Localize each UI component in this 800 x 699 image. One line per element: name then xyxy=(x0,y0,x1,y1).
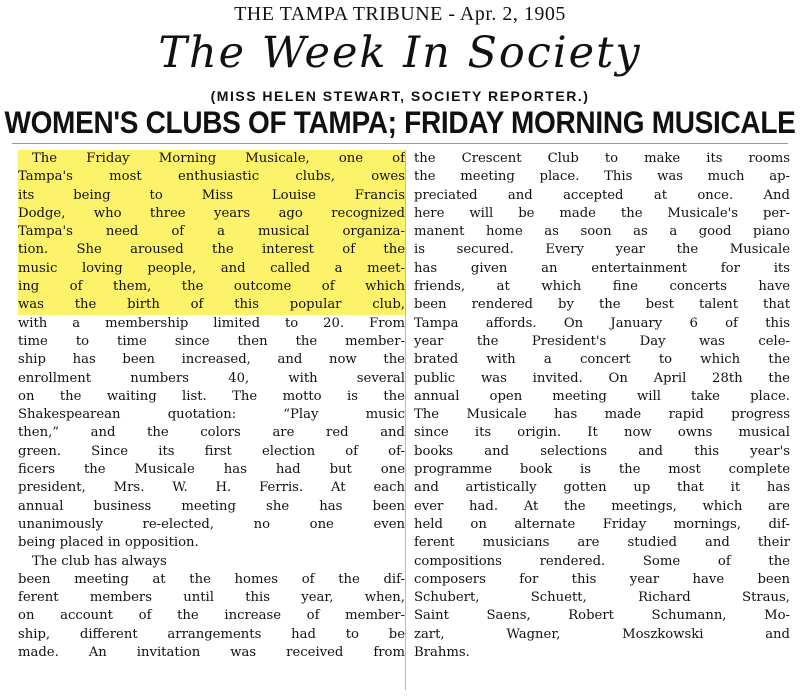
text-line: manent home as soon as a good piano xyxy=(414,224,790,240)
text-line: annual business meeting she has been xyxy=(18,498,405,514)
text-line: on account of the increase of member- xyxy=(18,608,405,624)
text-line: being placed in opposition. xyxy=(18,535,199,551)
text-line: ever had. At the meetings, which are xyxy=(414,498,790,514)
text-line: compositions rendered. Some of the xyxy=(414,553,790,569)
text-line: Schubert, Schuett, Richard Straus, xyxy=(414,590,790,606)
masthead-title: The Week In Society xyxy=(158,28,642,78)
text-line: the meeting place. This was much ap- xyxy=(414,169,790,185)
text-line: Brahms. xyxy=(414,645,470,661)
text-line: enrollment numbers 40, with several xyxy=(18,370,405,386)
text-line: ficers the Musicale has had but one xyxy=(18,462,405,478)
text-line: time to time since then the member- xyxy=(18,333,405,349)
article-column-right xyxy=(414,150,790,662)
text-line: then,” and the colors are red and xyxy=(18,425,405,441)
text-line: Tampa's need of a musical organiza- xyxy=(18,223,405,241)
text-line: programme book is the most complete xyxy=(414,462,790,478)
text-line: the Crescent Club to make its rooms xyxy=(414,151,790,166)
text-line: been meeting at the homes of the dif- xyxy=(18,571,405,587)
text-line: been rendered by the best talent that xyxy=(414,297,790,313)
text-line: is secured. Every year the Musicale xyxy=(414,242,790,258)
text-line: ferent members until this year, when, xyxy=(18,590,405,606)
text-line: green. Since its first election of of- xyxy=(18,443,405,459)
text-line: Tampa affords. On January 6 of this xyxy=(414,315,790,331)
headline-rule xyxy=(12,143,788,144)
text-line: preciated and accepted at once. And xyxy=(414,187,790,203)
text-line: since its origin. It now owns musical xyxy=(414,425,790,441)
text-line: The Friday Morning Musicale, one of xyxy=(18,150,405,168)
text-line: annual open meeting will take place. xyxy=(414,388,790,404)
text-line: ing of them, the outcome of which xyxy=(18,278,405,296)
text-line: president, Mrs. W. H. Ferris. At each xyxy=(18,480,405,496)
text-line: friends, at which fine concerts have xyxy=(414,279,790,295)
reporter-byline: (MISS HELEN STEWART, SOCIETY REPORTER.) xyxy=(210,88,590,104)
text-line: with a membership limited to 20. From xyxy=(18,315,405,331)
text-line: Dodge, who three years ago recognized xyxy=(18,205,405,223)
text-line: ship, different arrangements had to be xyxy=(18,626,405,642)
text-line: zart, Wagner, Moszkowski and xyxy=(414,626,790,642)
text-line: public was invited. On April 28th the xyxy=(414,370,790,386)
source-line: THE TAMPA TRIBUNE - Apr. 2, 1905 xyxy=(234,3,566,25)
text-line: The Musicale has made rapid progress xyxy=(414,407,790,423)
text-line: here will be made the Musicale's per- xyxy=(414,205,790,221)
text-line: composers for this year have been xyxy=(414,571,790,587)
text-line: Tampa's most enthusiastic clubs, owes xyxy=(18,168,405,186)
text-line: music loving people, and called a meet- xyxy=(18,260,405,278)
text-line: and artistically gotten up that it has xyxy=(414,480,790,496)
text-line: made. An invitation was received from xyxy=(18,645,405,661)
text-line: has given an entertainment for its xyxy=(414,260,790,276)
text-line: ferent musicians are studied and their xyxy=(414,535,790,551)
text-line: brated with a concert to which the xyxy=(414,352,790,368)
column-divider xyxy=(405,150,406,690)
text-line: Saint Saens, Robert Schumann, Mo- xyxy=(414,608,790,624)
text-line: held on alternate Friday mornings, dif- xyxy=(414,516,790,532)
text-line: The club has always xyxy=(32,553,167,569)
article-column-left xyxy=(18,150,405,662)
text-line: was the birth of this popular club, xyxy=(18,296,405,314)
text-line: books and selections and this year's xyxy=(414,443,790,459)
text-line: its being to Miss Louise Francis xyxy=(18,187,405,205)
text-line: ship has been increased, and now the xyxy=(18,352,405,368)
text-line: Shakespearean quotation: “Play music xyxy=(18,407,405,423)
text-line: on the waiting list. The motto is the xyxy=(18,388,405,404)
article-headline: WOMEN'S CLUBS OF TAMPA; FRIDAY MORNING MUSICALE xyxy=(4,105,796,140)
text-line: unanimously re-elected, no one even xyxy=(18,516,405,532)
text-line: tion. She aroused the interest of the xyxy=(18,241,405,259)
text-line: year the President's Day was cele- xyxy=(414,333,790,349)
